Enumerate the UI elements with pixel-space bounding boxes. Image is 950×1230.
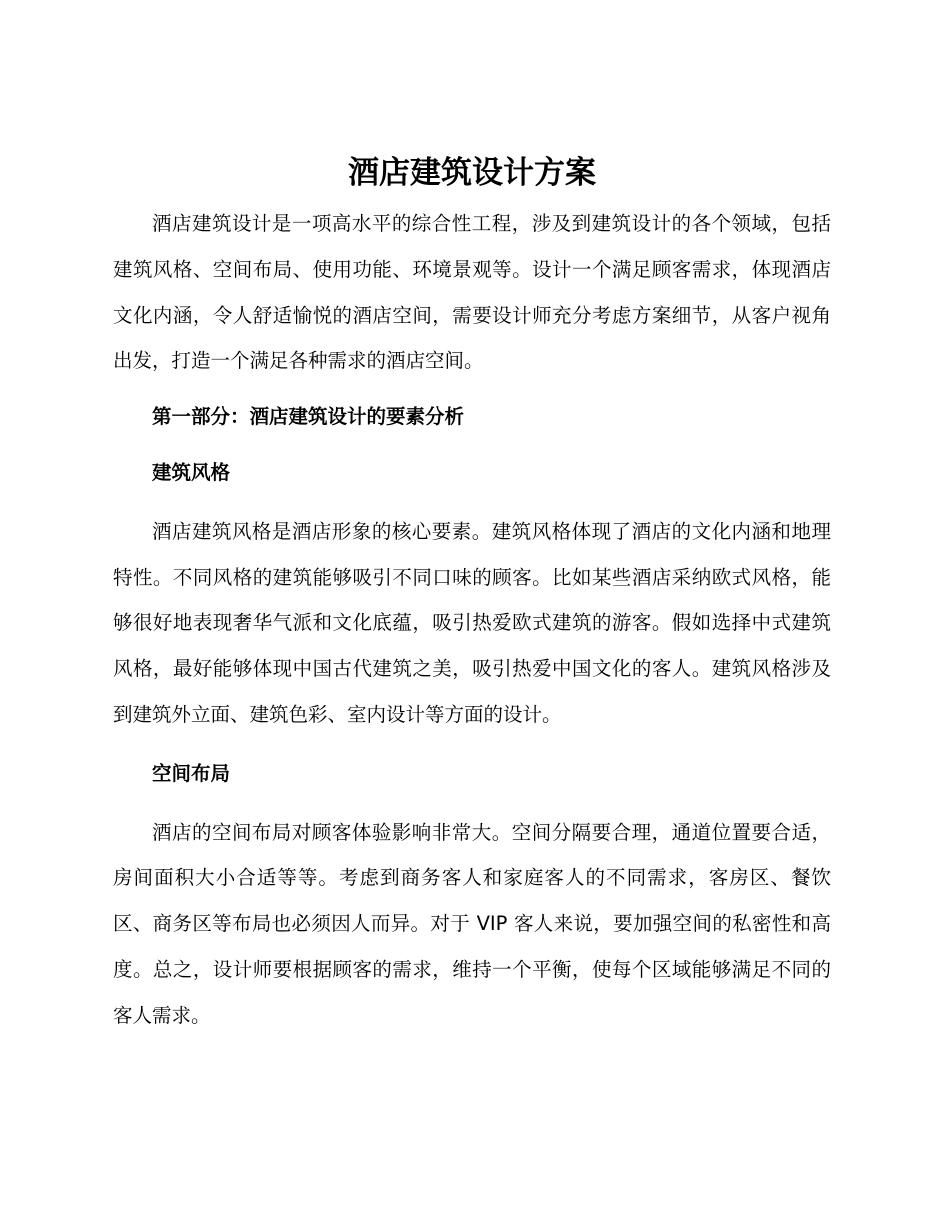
section-heading-architecture-style: 建筑风格 [152,460,231,484]
spacer [113,440,831,450]
document-title: 酒店建筑设计方案 [348,155,596,191]
spacer [113,384,831,394]
document-page [113,145,831,1039]
spacer [113,797,831,810]
section-heading-space-layout: 空间布局 [152,761,231,785]
intro-paragraph: 酒店建筑设计是一项高水平的综合性工程，涉及到建筑设计的各个领域，包括建筑风格、空间布局、使用功能、环境景观等。设计一个满足顾客需求，体现酒店文化内涵，令人舒适愉悦的酒店空间，需要设计师充分考虑方案细节，从客户视角出发，打造一个满足各种需求的酒店空间。 [113,212,831,373]
section-body-space-layout: 酒店的空间布局对顾客体验影响非常大。空间分隔要合理，通道位置要合适，房间面积大小合适等等。考虑到商务客人和家庭客人的不同需求，客房区、餐饮区、商务区等布局也必须因人而异。对于 VIP 客人来说，要加强空间的私密性和高度。总之，设计师要根据顾客的需求，维持一个平衡，使每个区域能够满足不同的客人需求。 [113,820,831,1027]
part-one-heading: 第一部分：酒店建筑设计的要素分析 [152,405,465,429]
spacer [113,738,831,751]
section-body-architecture-style: 酒店建筑风格是酒店形象的核心要素。建筑风格体现了酒店的文化内涵和地理特性。不同风格的建筑能够吸引不同口味的顾客。比如某些酒店采纳欧式风格，能够很好地表现奢华气派和文化底蕴，吸引热爱欧式建筑的游客。假如选择中式建筑风格，最好能够体现中国古代建筑之美，吸引热爱中国文化的客人。建筑风格涉及到建筑外立面、建筑色彩、室内设计等方面的设计。 [113,519,831,726]
spacer [113,496,831,509]
